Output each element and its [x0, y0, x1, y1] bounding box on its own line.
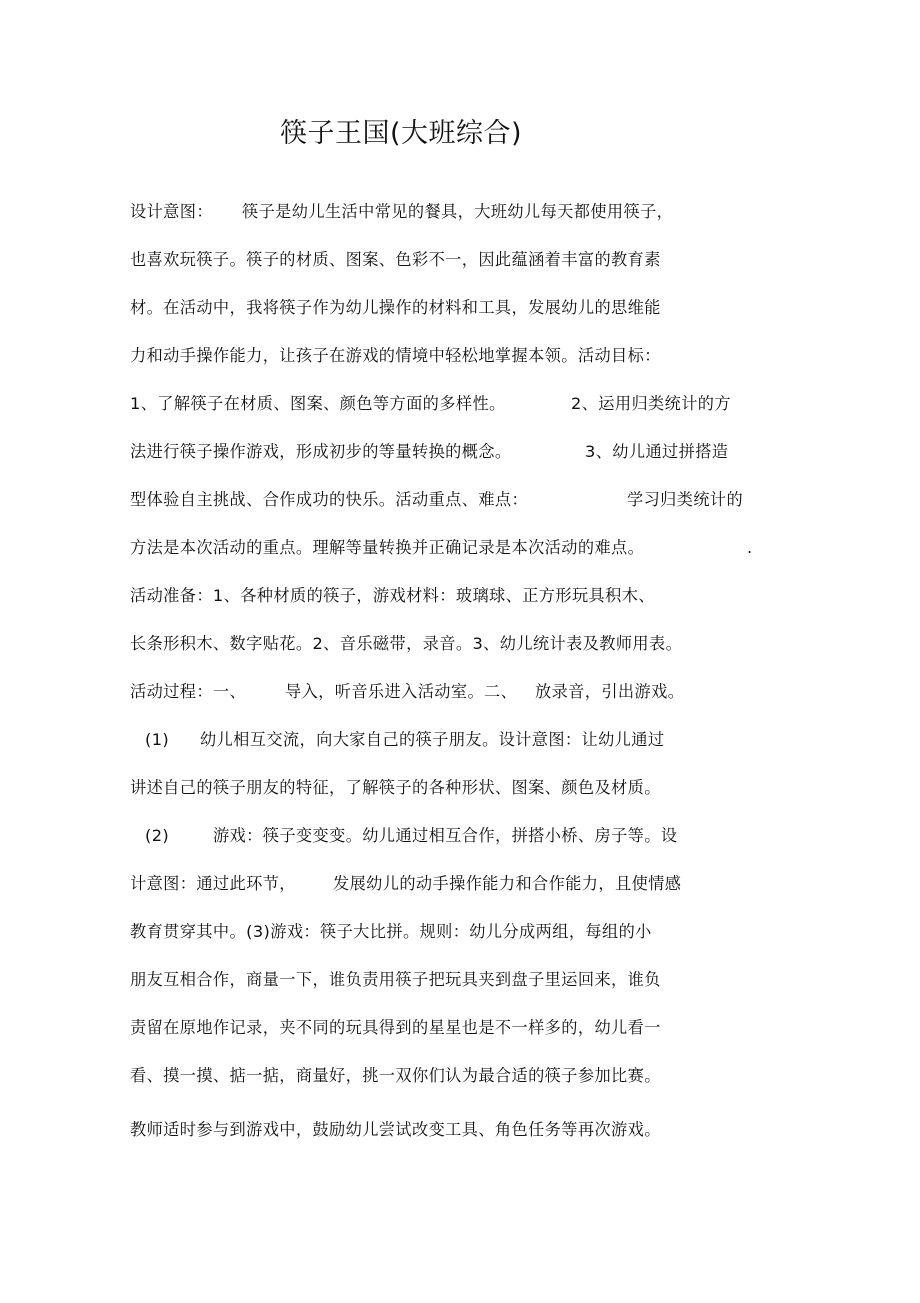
line-segment: 设计意图： — [130, 202, 213, 221]
line-segment: 发展幼儿的动手操作能力和合作能力，且使情感 — [333, 874, 682, 893]
line-segment: 讲述自己的筷子朋友的特征，了解筷子的各种形状、图案、颜色及材质。 — [130, 778, 661, 797]
line-segment: 活动准备：1、各种材质的筷子，游戏材料：玻璃球、正方形玩具积木、 — [130, 586, 655, 605]
line-segment: 活动过程：一、 — [130, 682, 247, 701]
line-segment: 幼儿相互交流，向大家自己的筷子朋友。设计意图：让幼儿通过 — [200, 730, 665, 749]
line-segment: 2、运用归类统计的方 — [571, 394, 731, 413]
line-segment: 放录音，引出游戏。 — [535, 682, 685, 701]
line-segment: 材。在活动中，我将筷子作为幼儿操作的材料和工具，发展幼儿的思维能 — [130, 298, 661, 317]
line-segment: 筷子是幼儿生活中常见的餐具，大班幼儿每天都使用筷子， — [242, 202, 674, 221]
line-segment: 游戏：筷子变变变。幼儿通过相互合作，拼搭小桥、房子等。设 — [213, 826, 678, 845]
line-segment: 教师适时参与到游戏中，鼓励幼儿尝试改变工具、角色任务等再次游戏。 — [130, 1120, 661, 1139]
line-segment: 法进行筷子操作游戏，形成初步的等量转换的概念。 — [130, 442, 512, 461]
line-segment: (2) — [145, 826, 170, 845]
line-segment: . — [747, 538, 753, 557]
line-segment: 导入，听音乐进入活动室。二、 — [285, 682, 518, 701]
line-segment: 责留在原地作记录，夹不同的玩具得到的星星也是不一样多的，幼儿看一 — [130, 1018, 661, 1037]
line-segment: 3、幼儿通过拼搭造 — [585, 442, 729, 461]
line-segment: 方法是本次活动的重点。理解等量转换并正确记录是本次活动的难点。 — [130, 538, 645, 557]
line-segment: 学习归类统计的 — [627, 490, 744, 509]
line-segment: (1) — [145, 730, 170, 749]
line-segment: 也喜欢玩筷子。筷子的材质、图案、色彩不一，因此蕴涵着丰富的教育素 — [130, 250, 661, 269]
page-title: 筷子王国(大班综合) — [280, 118, 523, 149]
line-segment: 型体验自主挑战、合作成功的快乐。活动重点、难点： — [130, 490, 529, 509]
line-segment: 力和动手操作能力，让孩子在游戏的情境中轻松地掌握本领。活动目标： — [130, 346, 661, 365]
line-segment: 1、了解筷子在材质、图案、颜色等方面的多样性。 — [130, 394, 506, 413]
line-segment: 教育贯穿其中。(3)游戏：筷子大比拼。规则：幼儿分成两组，每组的小 — [130, 922, 652, 941]
line-segment: 计意图：通过此环节， — [130, 874, 296, 893]
line-segment: 看、摸一摸、掂一掂，商量好，挑一双你们认为最合适的筷子参加比赛。 — [130, 1066, 661, 1085]
line-segment: 长条形积木、数字贴花。2、音乐磁带，录音。3、幼儿统计表及教师用表。 — [130, 634, 683, 653]
line-segment: 朋友互相合作，商量一下，谁负责用筷子把玩具夹到盘子里运回来，谁负 — [130, 970, 661, 989]
